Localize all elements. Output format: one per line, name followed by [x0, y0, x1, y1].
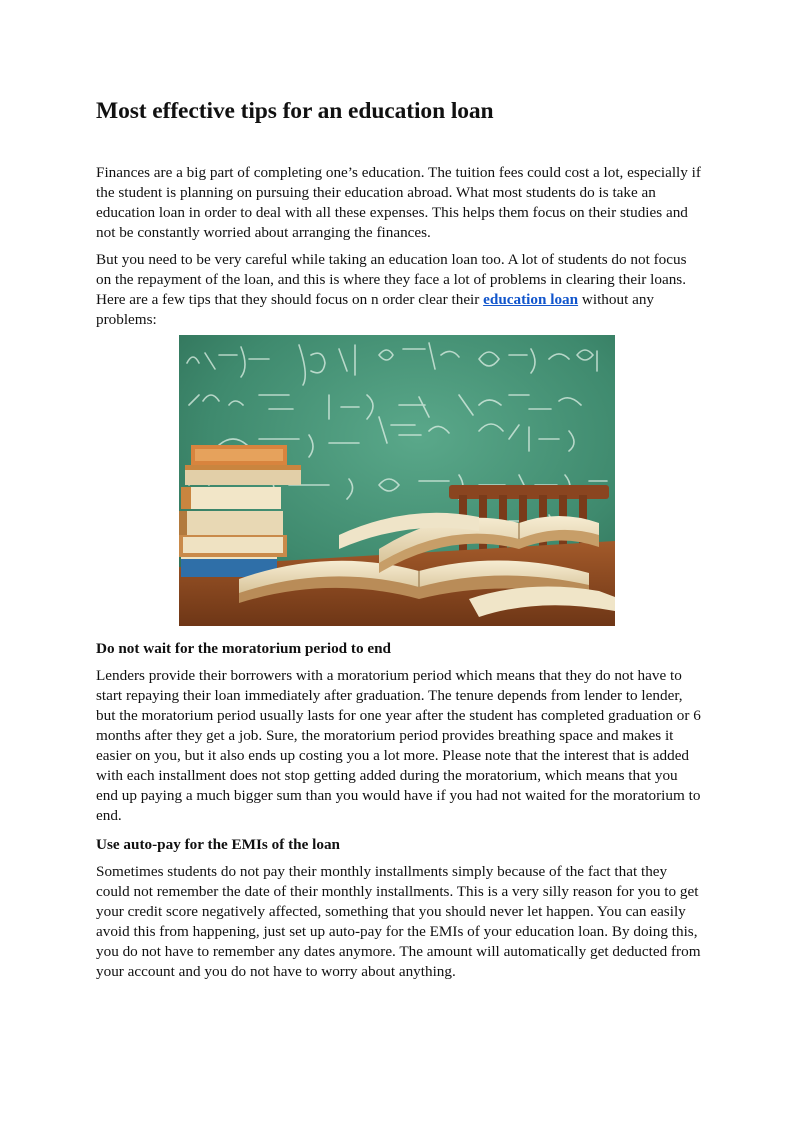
- page-title: Most effective tips for an education loan: [96, 98, 494, 124]
- second-paragraph-text: But you need to be very careful while taking an education loan too. A lot of students do not focus on the repayment of the loan, and this is where they face a lot of problems in clearing their loans. Here are a few tips that they should focus on n order clear their: [96, 251, 687, 308]
- second-paragraph: [96, 250, 702, 330]
- intro-paragraph: Finances are a big part of completing one’s education. The tuition fees could cost a lot, especially if the student is planning on pursuing their education abroad. What most students do is take an education loan in order to deal with all these expenses. This helps them focus on their studies and not be constantly worried about arranging the finances.: [96, 164, 701, 241]
- section-heading-moratorium: Do not wait for the moratorium period to end: [96, 640, 391, 657]
- section-body-autopay: Sometimes students do not pay their monthly installments simply because of the fact that they could not remember the date of their monthly installments. This is a very silly reason for you to get your credit score negatively affected, something that you should never let happen. You can easily avoid this from happening, just set up auto-pay for the EMIs of your education loan. By doing this, you do not have to remember any dates anymore. The amount will automatically get deducted from your account and you do not have to worry about anything.: [96, 863, 701, 980]
- section-heading-autopay: Use auto-pay for the EMIs of the loan: [96, 836, 340, 853]
- education-loan-link[interactable]: education loan: [483, 291, 579, 308]
- document-page: [96, 96, 702, 982]
- second-paragraph-tail: without any problems:: [96, 291, 655, 328]
- section-body-moratorium: Lenders provide their borrowers with a moratorium period which means that they do not have to start repaying their loan immediately after graduation. The tenure depends from lender to lender, but the moratorium period usually lasts for one year after the student has completed graduation or 6 months after they get a job. Sure, the moratorium period provides breathing space and makes it easier on you, but it also ends up costing you a lot more. Please note that the interest that is added with each installment does not stop getting added during the moratorium, which means that you end up paying a much bigger sum than you would have if you had not waited for the moratorium to end.: [96, 667, 701, 824]
- books-on-desk-chalkboard-image: [179, 335, 615, 626]
